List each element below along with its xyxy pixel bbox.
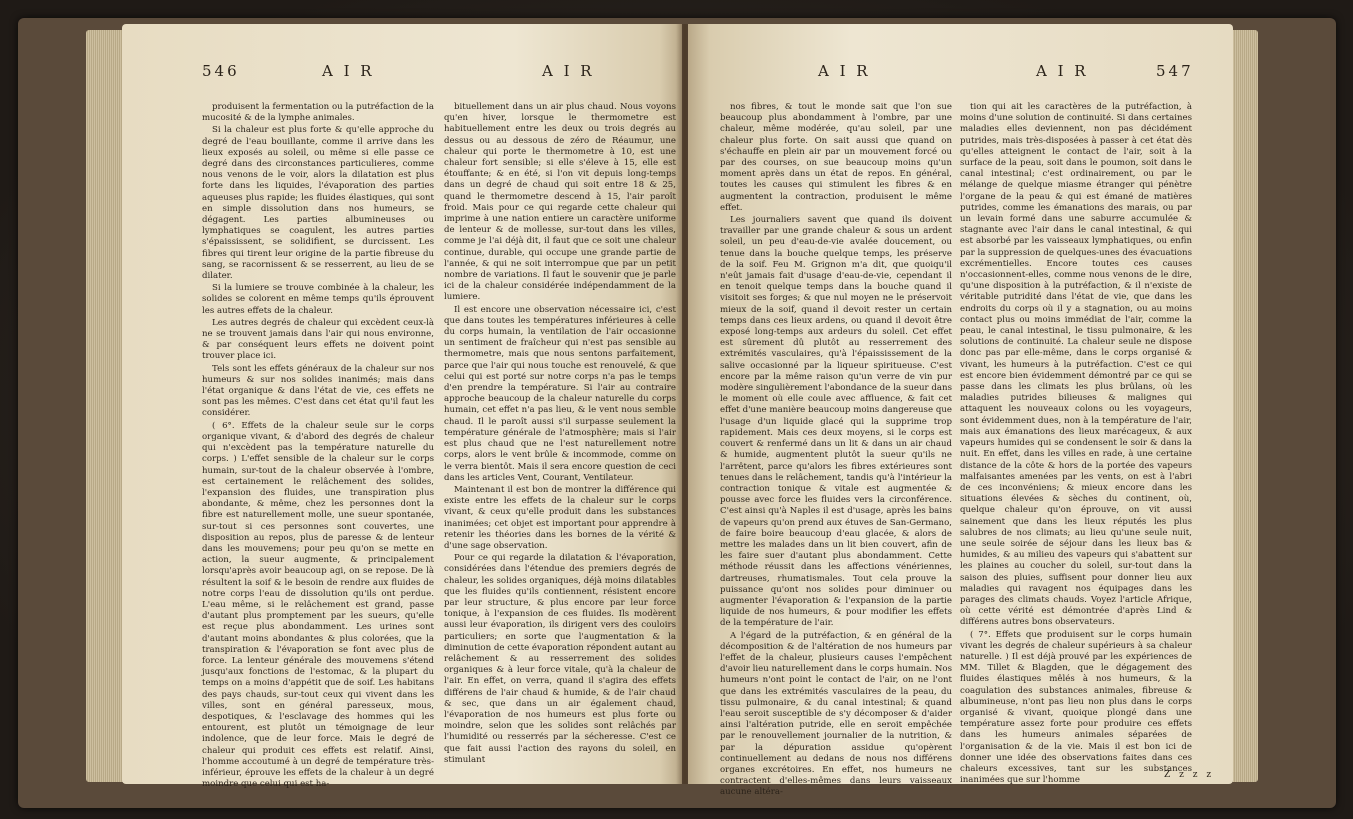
page-number: 546 xyxy=(202,62,240,80)
right-page xyxy=(688,24,1233,798)
paragraph: bituellement dans un air plus chaud. Nous voyons qu'en hiver, lorsque le thermometre est habituellement entre les deux ou trois degrés au dessus ou au dessous de zéro de Réaumur, une chaleur qui porte le thermometre à 10, est une chaleur fort sensible; si elle s'éleve à 15, elle est étouffante; & en été, si l'on vit depuis long-temps dans un degré de chaud qui soit entre 18 & 25, quand le thermometre descend à 15, l'air paroît froid. Mais pour ce qui regarde cette chaleur qui imprime à une nation entiere un caractère uniforme de lenteur & de mollesse, sur-tout dans les villes, comme je l'ai déjà dit, il faut que ce soit une chaleur continue, durable, qui occupe une grande partie de l'année, & qui ne soit interrompue que par un petit nombre de variations. Il faut le souvenir que je parle ici de la chaleur considérée indépendamment de la lumiere. xyxy=(444,102,676,303)
paragraph: nos fibres, & tout le monde sait que l'on sue beaucoup plus abondamment à l'ombre, par une chaleur, même modérée, qu'au soleil, par une chaleur plus forte. On sait aussi que quand on s'échauffe en plein air par un mouvement forcé ou par des courses, on sue beaucoup moins qu'un moment après dans un état de repos. En général, toutes les causes qui stimulent les fibres & en augmentent la contraction, produisent le même effet. xyxy=(720,102,952,213)
paragraph: ( 7°. Effets que produisent sur le corps humain vivant les degrés de chaleur supérieurs à sa chaleur naturelle. ) Il est déjà prouvé par les expériences de MM. Tillet & Blagden, que le dégagement des fluides élastiques mêlés à nos humeurs, & la coagulation des substances animales, fibreuse & albumineuse, n'ont pas lieu non plus dans le corps organisé & vivant, quoique plongé dans une température assez forte pour produire ces effets dans les humeurs animales séparées de l'organisation & de la vie. Mais il est bon ici de donner une idée des observations faites dans ces chaleurs excessives, tant sur les substances inanimées que sur l'homme xyxy=(960,629,1192,786)
paragraph: Il est encore une observation nécessaire ici, c'est que dans toutes les températures inférieures à celle du corps humain, la ventilation de l'air occasionne un sentiment de fraîcheur qui n'est pas sensible au thermometre, mais que nous sentons parfaitement, parce que l'air qui nous touche est renouvelé, & que celui qui est porté sur notre corps n'a pas le temps d'en prendre la température. Si l'air au contraire approche beaucoup de la chaleur naturelle du corps humain, cet effet n'a pas lieu, & le vent nous semble chaud. Il le paroît aussi s'il surpasse seulement la température générale de l'atmosphère; mais si l'air est plus chaud que ne l'est naturellement notre corps, alors le vent brûle & incommode, comme on le verra bientôt. Mais il sera encore question de ceci dans les articles Vent, Courant, Ventilateur. xyxy=(444,304,676,483)
page-number: 547 xyxy=(1156,62,1194,80)
paragraph: A l'égard de la putréfaction, & en général de la décomposition & de l'altération de nos humeurs par l'effet de la chaleur, plusieurs causes l'empêchent d'avoir lieu naturellement dans le corps humain. Nos humeurs n'ont point le contact de l'air, on ne l'ont que dans les extrémités vasculaires de la peau, du tissu pulmonaire, & du canal intestinal; & quand l'eau seroit susceptible de s'y décomposer & d'aider ainsi l'altération putride, elle en seroit empêchée par le renouvellement journalier de la nutrition, & par la dépuration assidue qu'opèrent continuellement au dedans de nous nos différens organes excrétoires. En effet, nos humeurs ne contractent d'elles-mêmes dans leurs vaisseaux aucune altéra- xyxy=(720,630,952,798)
paragraph: Pour ce qui regarde la dilatation & l'évaporation, considérées dans l'étendue des premiers degrés de chaleur, les solides organiques, déjà moins dilatables que les fluides qu'ils contiennent, résistent encore par leur structure, & plus encore par leur force tonique, à l'expansion de ces fluides. Ils modèrent aussi leur évaporation, ils dirigent vers des couloirs particuliers; en sorte que l'augmentation & la diminution de cette évaporation répondent autant au relâchement & au resserrement des solides organiques & à leur force vitale, qu'à la chaleur de l'air. En effet, on verra, quand il s'agira des effets différens de l'air chaud & humide, & de l'air chaud & sec, que dans un air également chaud, l'évaporation de nos humeurs est plus forte ou moindre, selon que les solides sont relâchés par l'humidité ou resserrés par la sécheresse. C'est ce que fait aussi l'action des rayons du soleil, en stimulant xyxy=(444,553,676,765)
paragraph: tion qui ait les caractères de la putréfaction, à moins d'une solution de continuité. Si dans certaines maladies elles deviennent, non pas décidément putrides, mais très-disposées à passer à cet état dès qu'elles atteignent le contact de l'air, soit à la surface de la peau, soit dans le poumon, soit dans le canal intestinal; c'est ordinairement, ou par le mélange de quelque miasme étranger qui pénètre l'organe de la peau & qui est émané de matières putrides, comme les émanations des marais, ou par un levain formé dans une saburre accumulée & stagnante avec l'air dans le canal intestinal, & qui est absorbé par les vaisseaux lymphatiques, ou enfin par la suppression de quelques-unes des évacuations excrémentielles. Encore toutes ces causes n'occasionnent-elles, comme nous venons de le dire, qu'une disposition à la putréfaction, & il n'existe de véritable putridité dans l'état de vie, que dans les endroits du corps où il y a stagnation, ou au moins contact plus ou moins immédiat de l'air, comme la peau, le canal intestinal, le tissu pulmonaire, & les solutions de continuité. La chaleur seule ne dispose donc pas par elle-même, dans le corps organisé & vivant, les humeurs à la putréfaction. C'est ce qui est encore bien évidemment démontré par ce qui se passe dans les climats les plus brûlans, où les maladies putrides bilieuses & malignes qui attaquent les nouveaux colons ou les voyageurs, sont évidemment dues, non à la température de l'air, mais aux émanations des lieux marécageux, & aux vapeurs humides qui se condensent le soir & dans la nuit. En effet, dans les villes en rade, à une certaine distance de la côte & hors de la portée des vapeurs malfaisantes amenées par les vents, on est à l'abri de ces inconvéniens; & mieux encore dans les situations élevées & sèches du continent, où, quelque chaleur qu'on éprouve, on vit aussi sainement que dans les lieux réputés les plus salubres de nos climats; au lieu qu'une seule nuit, une seule soirée de séjour dans les lieux bas & humides, & au milieu des vapeurs qui s'abattent sur les plaines au coucher du soleil, sur-tout dans la saison des pluies, suffisent pour donner lieu aux maladies qui ravagent nos équipages dans les parages des climats chauds. Voyez l'article Afrique, où cette vérité est démontrée d'après Lind & différens autres bons observateurs. xyxy=(960,102,1192,628)
paragraph: Les autres degrés de chaleur qui excèdent ceux-là ne se trouvent jamais dans l'air qui nous environne, & par conséquent leurs effets ne doivent point trouver place ici. xyxy=(202,317,434,362)
text-column-right xyxy=(444,102,676,782)
left-page xyxy=(122,24,682,790)
signature-mark: Z z z z xyxy=(1164,770,1215,780)
paragraph: Si la lumiere se trouve combinée à la chaleur, les solides se colorent en même temps qu'ils éprouvent les autres effets de la chaleur. xyxy=(202,283,434,316)
running-head: A I R xyxy=(542,62,595,80)
running-head: A I R xyxy=(322,62,375,80)
paragraph: Les journaliers savent que quand ils doivent travailler par une grande chaleur & sous un ardent soleil, un peu d'eau-de-vie avalée doucement, ou tenue dans la bouche quelque temps, les préserve de la soif. Feu M. Grignon m'a dit, que quoiqu'il n'eût jamais fait d'usage d'eau-de-vie, cependant il en tenoit quelque temps dans la bouche quand il visitoit ses forges; & que nul moyen ne le préservoit mieux de la soif, quand il devoit rester un certain temps dans ces lieux ardens, ou quand il devoit être exposé long-temps aux ardeurs du soleil. Cet effet est sûrement dû plutôt au resserrement des extrémités vasculaires, qu'à l'épaississement de la salive occasionné par la liqueur spiritueuse. C'est encore par la même raison qu'un verre de vin pur modère singulièrement l'abondance de la sueur dans le moment où elle coule avec affluence, & fait cet effet d'une manière beaucoup moins dangereuse que l'usage d'un liquide glacé qui la supprime trop rapidement. Mais ces deux moyens, si le corps est couvert & renfermé dans un lit & dans un air chaud & humide, augmentent plutôt la sueur qu'ils ne l'arrêtent, parce qu'alors les fibres extérieures sont tenues dans le relâchement, tandis qu'à l'intérieur la contraction tonique & vitale est augmentée & pousse avec force les fluides vers la circonférence. C'est ainsi qu'à Naples il est d'usage, après les bains de vapeurs qu'on prend aux étuves de San-Germano, de faire boire beaucoup d'eau glacée, & alors de mettre les malades dans un lit bien couvert, afin de les faire suer d'autant plus abondamment. Cette méthode réussit dans les affections vénériennes, dartreuses, rhumatismales. Tout cela prouve la puissance qu'ont nos solides pour diminuer ou augmenter l'évaporation & l'expansion de la partie liquide de nos humeurs, & pour modifier les effets de la température de l'air. xyxy=(720,215,952,629)
text-column-left xyxy=(202,102,434,790)
page-edges-left xyxy=(86,30,124,782)
paragraph: ( 6°. Effets de la chaleur seule sur le corps organique vivant, & d'abord des degrés de chaleur qui n'excèdent pas la température naturelle du corps. ) L'effet sensible de la chaleur sur le corps humain, sur-tout de la chaleur observée à l'ombre, est certainement le relâchement des solides, l'expansion des fluides, une transpiration plus abondante, & même, chez les personnes dont la fibre est naturellement molle, une sueur spontanée, sur-tout si ces personnes sont couvertes, une disposition au repos, plus de paresse & de lenteur dans les mouvemens; pour peu qu'on se mette en action, la sueur augmente, & principalement lorsqu'après avoir beaucoup agi, on se repose. De là résultent la soif & le besoin de rendre aux fluides de notre corps l'eau de dissolution qu'ils ont perdue. L'eau même, si le relâchement est grand, passe d'autant plus promptement par les sueurs, qu'elle est reçue plus abondamment. Les urines sont d'autant moins abondantes & plus colorées, que la transpiration & l'évaporation se font avec plus de force. La lenteur générale des mouvemens s'étend jusqu'aux fonctions de l'estomac, & la plupart du temps on a moins d'appétit que de soif. Les habitans des pays chauds, sur-tout ceux qui vivent dans les villes, sont en général paresseux, mous, despotiques, & l'esclavage des hommes qui les entourent, est plutôt un témoignage de leur indolence, que de leur force. Mais le degré de chaleur qui produit ces effets est relatif. Ainsi, l'homme accoutumé à un degré de température très-inférieur, éprouve les effets de la chaleur à un degré moindre que celui qui est ha- xyxy=(202,420,434,790)
running-head: A I R xyxy=(1036,62,1089,80)
paragraph: Si la chaleur est plus forte & qu'elle approche du degré de l'eau bouillante, comme il arrive dans les lieux exposés au soleil, ou même si elle passe ce degré dans des circonstances particulieres, comme nous venons de le voir, alors la dilatation est plus forte dans les liquides, l'évaporation des parties aqueuses plus rapide; les fluides élastiques, qui sont en simple dissolution dans nos humeurs, se dégagent. Les parties albumineuses ou lymphatiques se coagulent, les autres parties s'épaississent, se solidifient, se durcissent. Les fibres qui tirent leur origine de la partie fibreuse du sang, se racornissent & se resserrent, au lieu de se dilater. xyxy=(202,125,434,282)
paragraph: Maintenant il est bon de montrer la différence qui existe entre les effets de la chaleur sur le corps vivant, & ceux qu'elle produit dans les substances inanimées; cet objet est important pour apprendre à retenir les théories dans les bornes de la vérité & d'une sage observation. xyxy=(444,484,676,551)
paragraph: Tels sont les effets généraux de la chaleur sur nos humeurs & sur nos solides inanimés; mais dans l'état organique & dans l'état de vie, ces effets ne sont pas les mêmes. C'est dans cet état qu'il faut les considérer. xyxy=(202,363,434,419)
paragraph: produisent la fermentation ou la putréfaction de la mucosité & de la lymphe animales. xyxy=(202,102,434,124)
text-column-left xyxy=(720,102,952,798)
running-head: A I R xyxy=(818,62,871,80)
page-edges-right xyxy=(1232,30,1258,782)
